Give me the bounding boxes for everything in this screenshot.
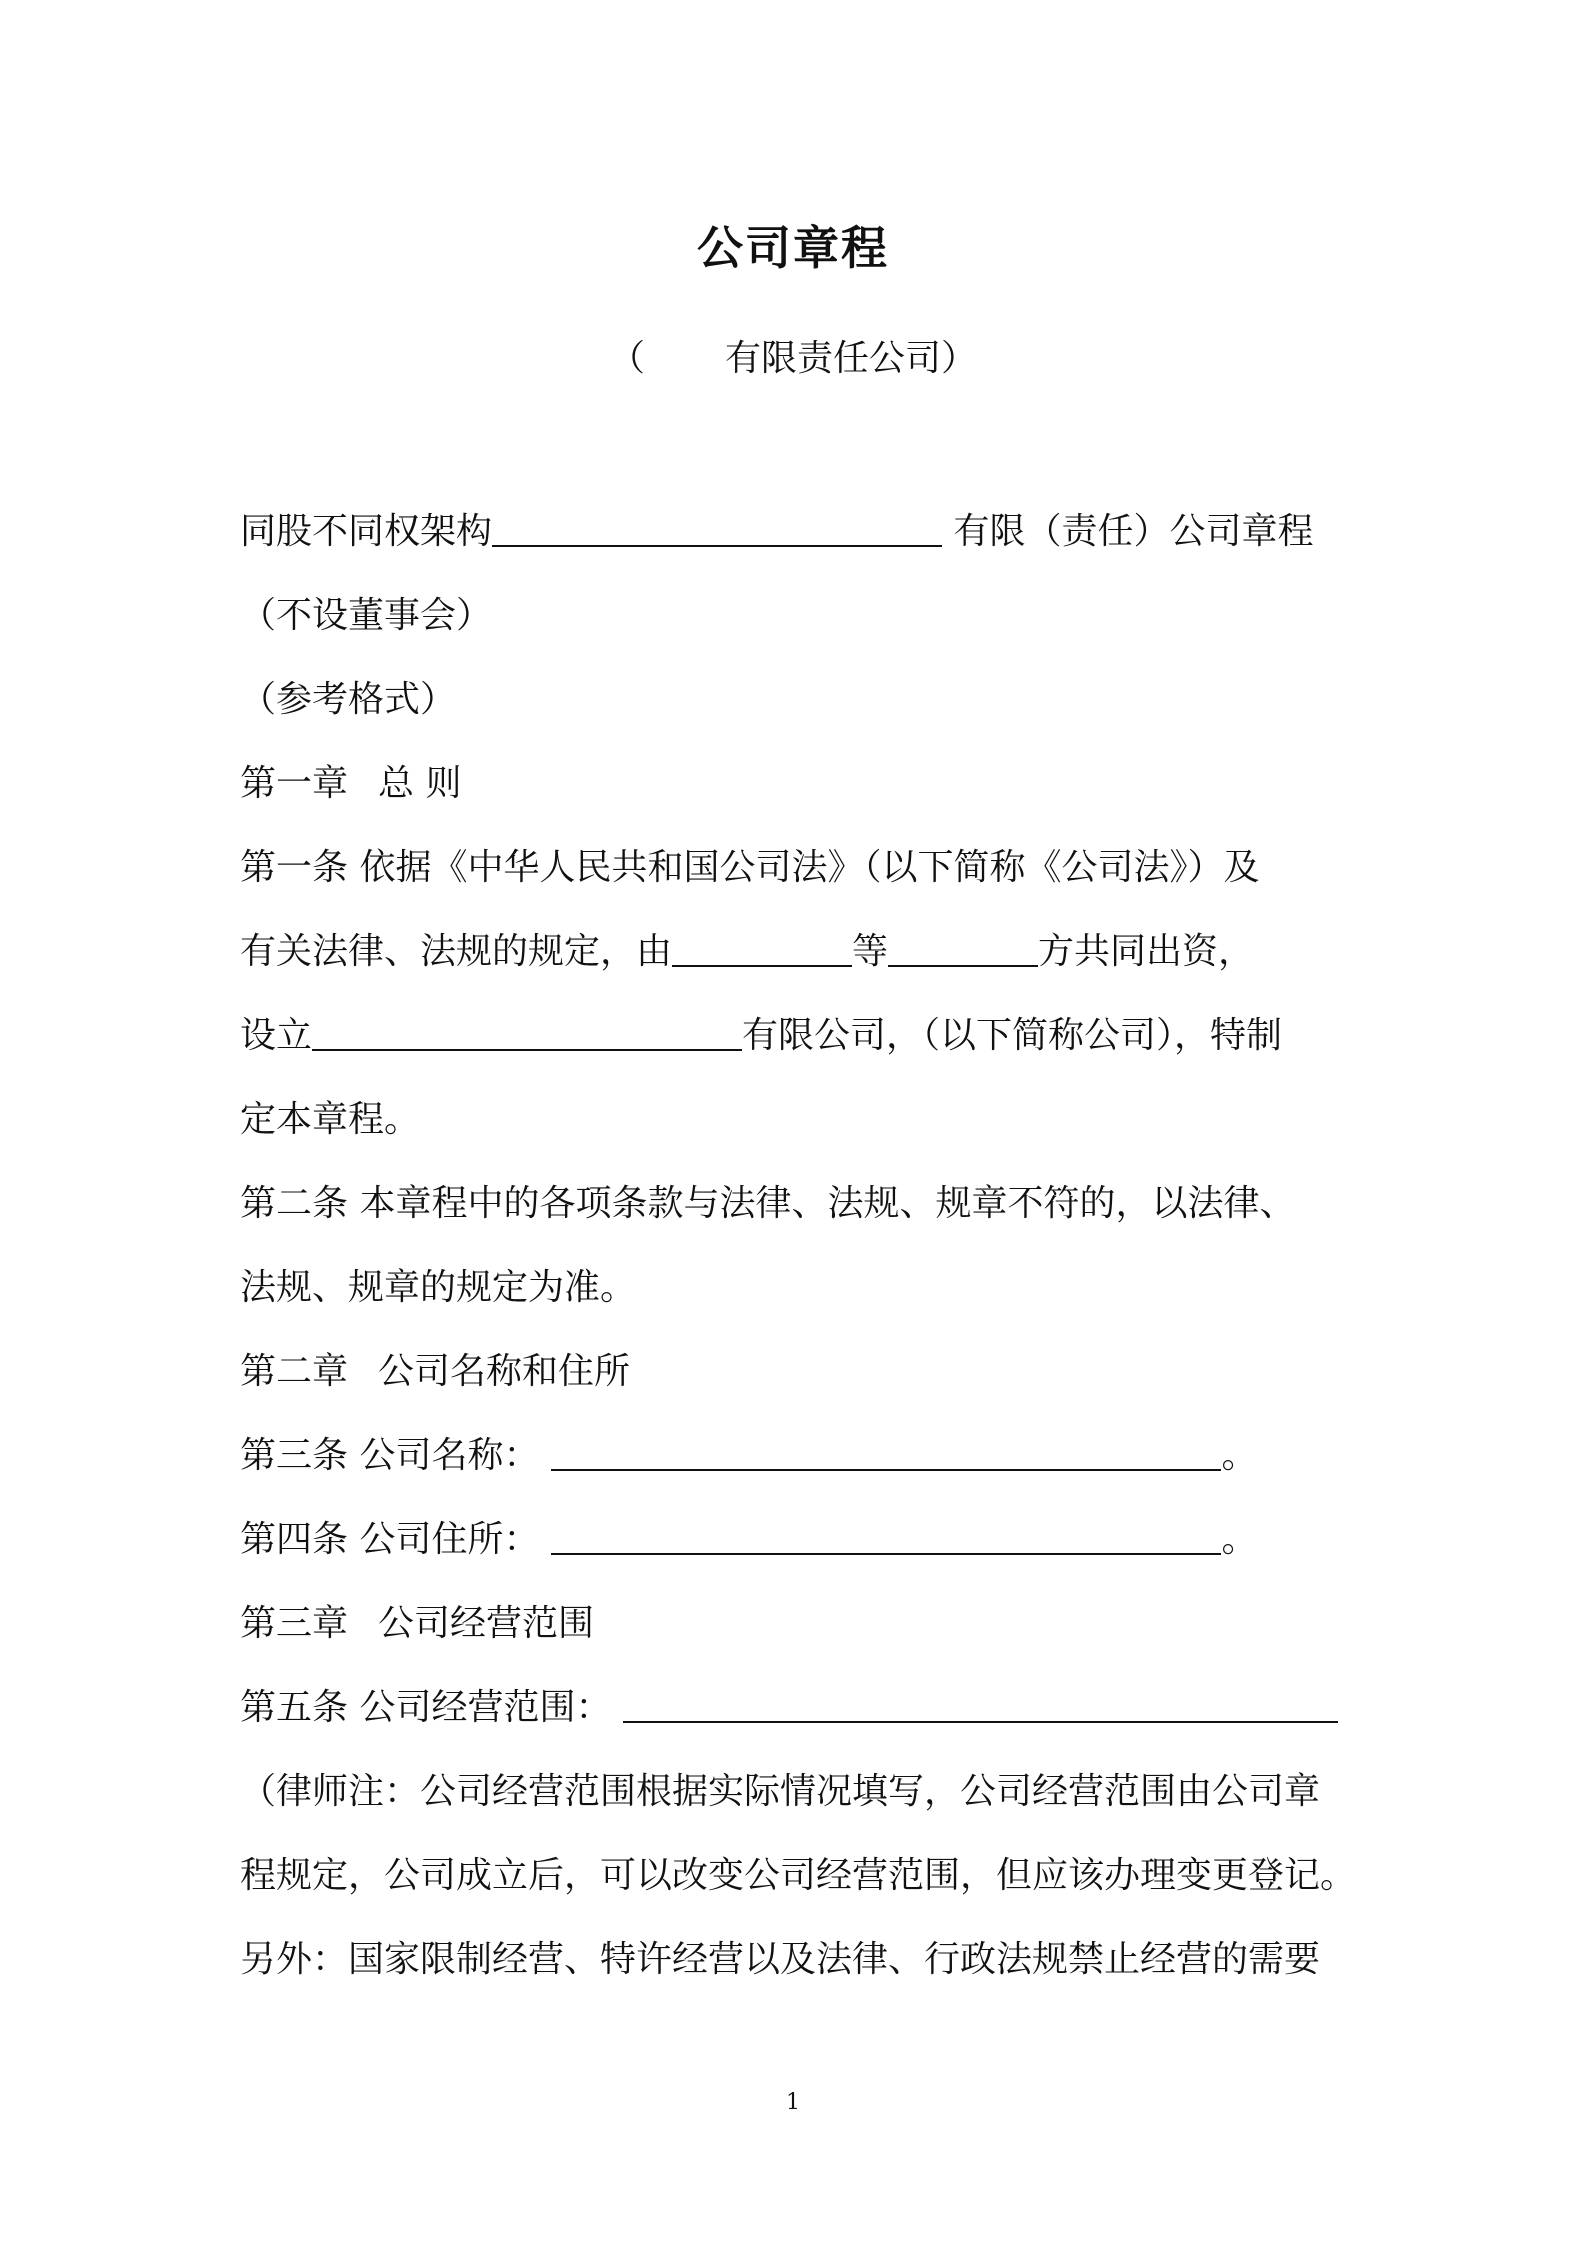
document-title: 公司章程 (697, 221, 889, 275)
company-name-field-blank (551, 1423, 1221, 1471)
note-no-board: （不设董事会） (240, 595, 493, 636)
article-3-company-name (240, 1414, 1350, 1498)
article-4-label: 第四条 公司住所： (240, 1519, 540, 1560)
article-1-line-3-text-b: 有限公司，（以下简称公司），特制 (742, 1015, 1283, 1056)
article-2-line-1: 第二条 本章程中的各项条款与法律、法规、规章不符的，以法律、 (240, 1183, 1296, 1224)
article-1-line-2-text-b: 等 (852, 931, 889, 972)
article-1-line-2 (240, 910, 1350, 994)
lawyer-note-line-1: （律师注：公司经营范围根据实际情况填写，公司经营范围由公司章 (240, 1771, 1321, 1812)
note-reference-format: （参考格式） (240, 679, 457, 720)
article-1-line-4: 定本章程。 (240, 1099, 421, 1140)
article-2-line-2: 法规、规章的规定为准。 (240, 1267, 637, 1308)
article-1-line-3-text-a: 设立 (240, 1015, 313, 1056)
document-subtitle: （ 有限责任公司） (608, 338, 978, 379)
establish-company-blank (312, 1003, 742, 1051)
article-1-line-2-text-c: 方共同出资， (1038, 931, 1255, 972)
company-name-blank (492, 499, 942, 547)
chapter-2-heading (240, 1330, 1350, 1414)
article-1-line-2-text-a: 有关法律、法规的规定，由 (240, 931, 673, 972)
document-body (240, 490, 1357, 2002)
lawyer-note-line-3: 另外：国家限制经营、特许经营以及法律、行政法规禁止经营的需要 (240, 1939, 1321, 1980)
chapter-2-name: 公司名称和住所 (378, 1351, 631, 1392)
heading-line (240, 490, 1350, 574)
article-5-label: 第五条 公司经营范围： (240, 1687, 612, 1728)
company-address-field-blank (551, 1507, 1221, 1555)
article-1-line-1: 第一条 依据《中华人民共和国公司法》（以下简称《公司法》）及 (240, 847, 1260, 888)
heading-prefix: 同股不同权架构 (240, 511, 493, 552)
chapter-1-name: 总 则 (378, 763, 462, 804)
chapter-3-label: 第三章 (240, 1603, 349, 1644)
lawyer-note-line-2: 程规定，公司成立后，可以改变公司经营范围，但应该办理变更登记。 (240, 1855, 1357, 1896)
article-1-line-3 (240, 994, 1350, 1078)
chapter-3-name: 公司经营范围 (378, 1603, 595, 1644)
article-5-business-scope (240, 1666, 1350, 1750)
article-4-company-address (240, 1498, 1350, 1582)
business-scope-field-blank (623, 1675, 1338, 1723)
party-count-blank (888, 919, 1038, 967)
article-4-end: 。 (1221, 1519, 1258, 1560)
chapter-1-label: 第一章 (240, 763, 349, 804)
heading-suffix: 有限（责任）公司章程 (942, 511, 1314, 552)
page-number: 1 (786, 2090, 800, 2115)
article-3-end: 。 (1221, 1435, 1258, 1476)
shareholders-blank (672, 919, 852, 967)
chapter-3-heading (240, 1582, 1350, 1666)
chapter-2-label: 第二章 (240, 1351, 349, 1392)
article-3-label: 第三条 公司名称： (240, 1435, 540, 1476)
chapter-1-heading (240, 742, 1350, 826)
